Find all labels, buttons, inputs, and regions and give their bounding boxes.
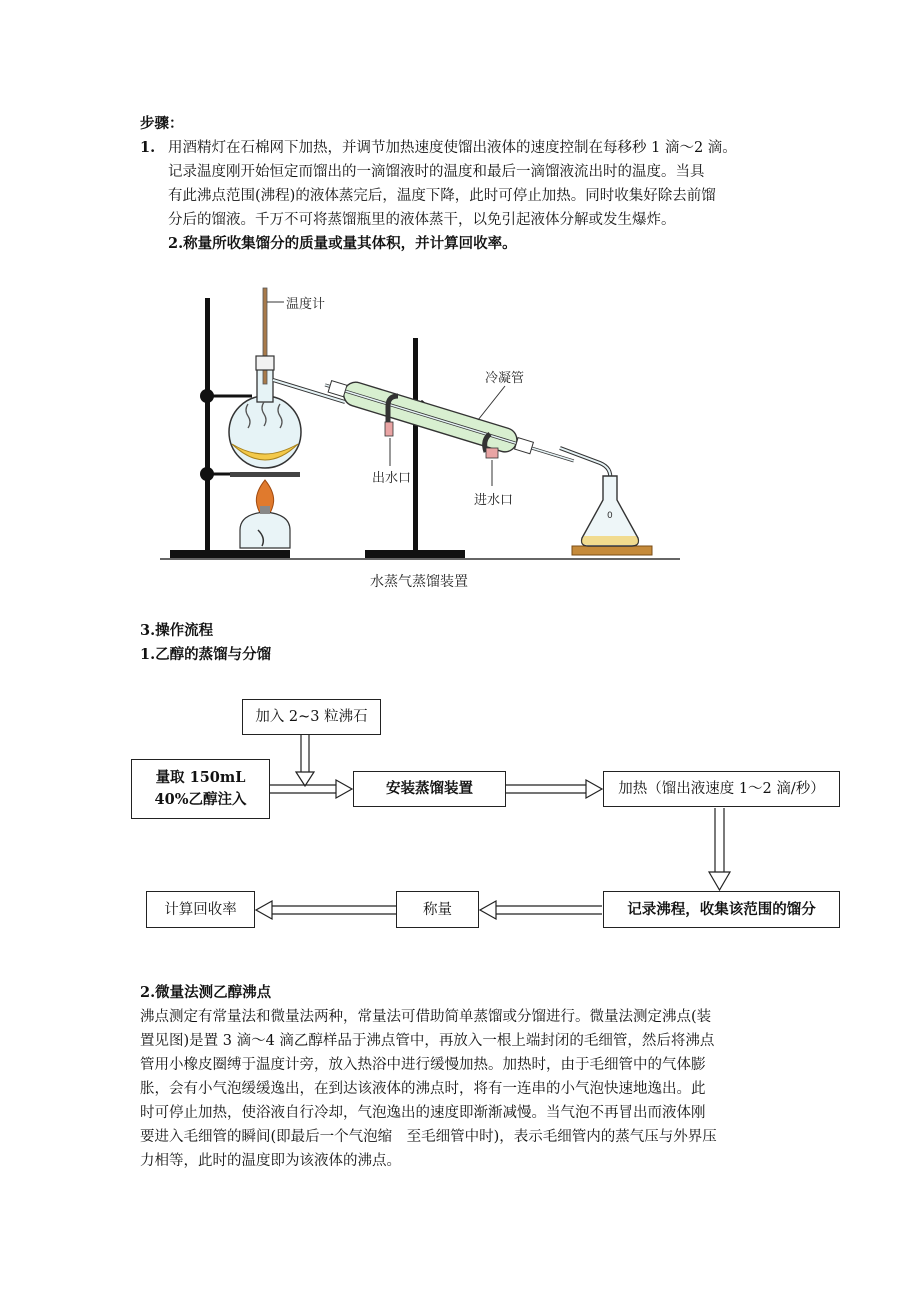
label-water-outlet: 出水口	[372, 471, 412, 486]
micro-line-2: 置见图)是置 3 滴～4 滴乙醇样品于沸点管中，再放入一根上端封闭的毛细管，然后将沸点	[140, 1033, 715, 1049]
step-1-line-4: 分后的馏液。千万不可将蒸馏瓶里的液体蒸干，以免引起液体分解或发生爆炸。	[168, 212, 676, 228]
arrow-measure-to-install	[270, 780, 352, 798]
svg-text:0: 0	[607, 511, 613, 521]
step-1-number: 1.	[140, 139, 156, 156]
flow-weigh: 称量	[396, 891, 479, 928]
flow-heat: 加热（馏出液速度 1～2 滴/秒）	[603, 771, 840, 807]
step-1-line-3: 有此沸点范围(沸程)的液体蒸完后，温度下降，此时可停止加热。同时收集好除去前馏	[168, 188, 716, 204]
micro-method-heading: 2.微量法测乙醇沸点	[140, 984, 272, 1001]
label-water-inlet: 进水口	[474, 493, 514, 508]
section3-heading: 3.操作流程	[140, 622, 214, 639]
flow-add-boiling-stones: 加入 2~3 粒沸石	[242, 699, 381, 735]
flow-measure-ethanol	[131, 759, 270, 819]
step-2: 2.称量所收集馏分的质量或量其体积，并计算回收率。	[168, 235, 517, 252]
label-condenser: 冷凝管	[485, 371, 525, 386]
micro-line-6: 要进入毛细管的瞬间(即最后一个气泡缩 至毛细管中时)，表示毛细管内的蒸气压与外界压	[140, 1129, 717, 1145]
step-1-line-2: 记录温度刚开始恒定而馏出的一滴馏液时的温度和最后一滴馏液流出时的温度。当具	[168, 164, 705, 180]
micro-line-3: 管用小橡皮圈缚于温度计旁，放入热浴中进行缓慢加热。加热时，由于毛细管中的气体膨	[140, 1057, 706, 1073]
flow-record-collect: 记录沸程，收集该范围的馏分	[603, 891, 840, 928]
micro-line-7: 力相等，此时的温度即为该液体的沸点。	[140, 1153, 401, 1169]
micro-line-5: 时可停止加热，使浴液自行冷却，气泡逸出的速度即渐渐减慢。当气泡不再冒出而液体刚	[140, 1105, 706, 1121]
figure-caption: 水蒸气蒸馏装置	[370, 574, 468, 590]
steps-heading: 步骤：	[140, 115, 184, 132]
arrow-stones-down	[296, 734, 314, 786]
flow-install-apparatus: 安装蒸馏装置	[353, 771, 506, 807]
flow-measure-line-1: 量取 150mL	[155, 769, 246, 786]
arrow-weigh-to-calc	[256, 901, 396, 919]
flow-measure-line-2: 40%乙醇注入	[154, 791, 247, 808]
step-1-line-1: 用酒精灯在石棉网下加热，并调节加热速度使馏出液体的速度控制在每移秒 1 滴～2 滴。	[168, 140, 737, 156]
section3-subheading: 1.乙醇的蒸馏与分馏	[140, 646, 272, 663]
flow-calc-recovery: 计算回收率	[146, 891, 255, 928]
label-thermometer: 温度计	[286, 297, 326, 312]
arrow-install-to-heat	[506, 780, 602, 798]
micro-line-4: 胀，会有小气泡缓缓逸出，在到达该液体的沸点时，将有一连串的小气泡快速地逸出。此	[140, 1081, 706, 1097]
arrow-record-to-weigh	[480, 901, 602, 919]
micro-line-1: 沸点测定有常量法和微量法两种，常量法可借助简单蒸馏或分馏进行。微量法测定沸点(装	[140, 1009, 712, 1025]
arrow-heat-to-record	[709, 808, 730, 890]
